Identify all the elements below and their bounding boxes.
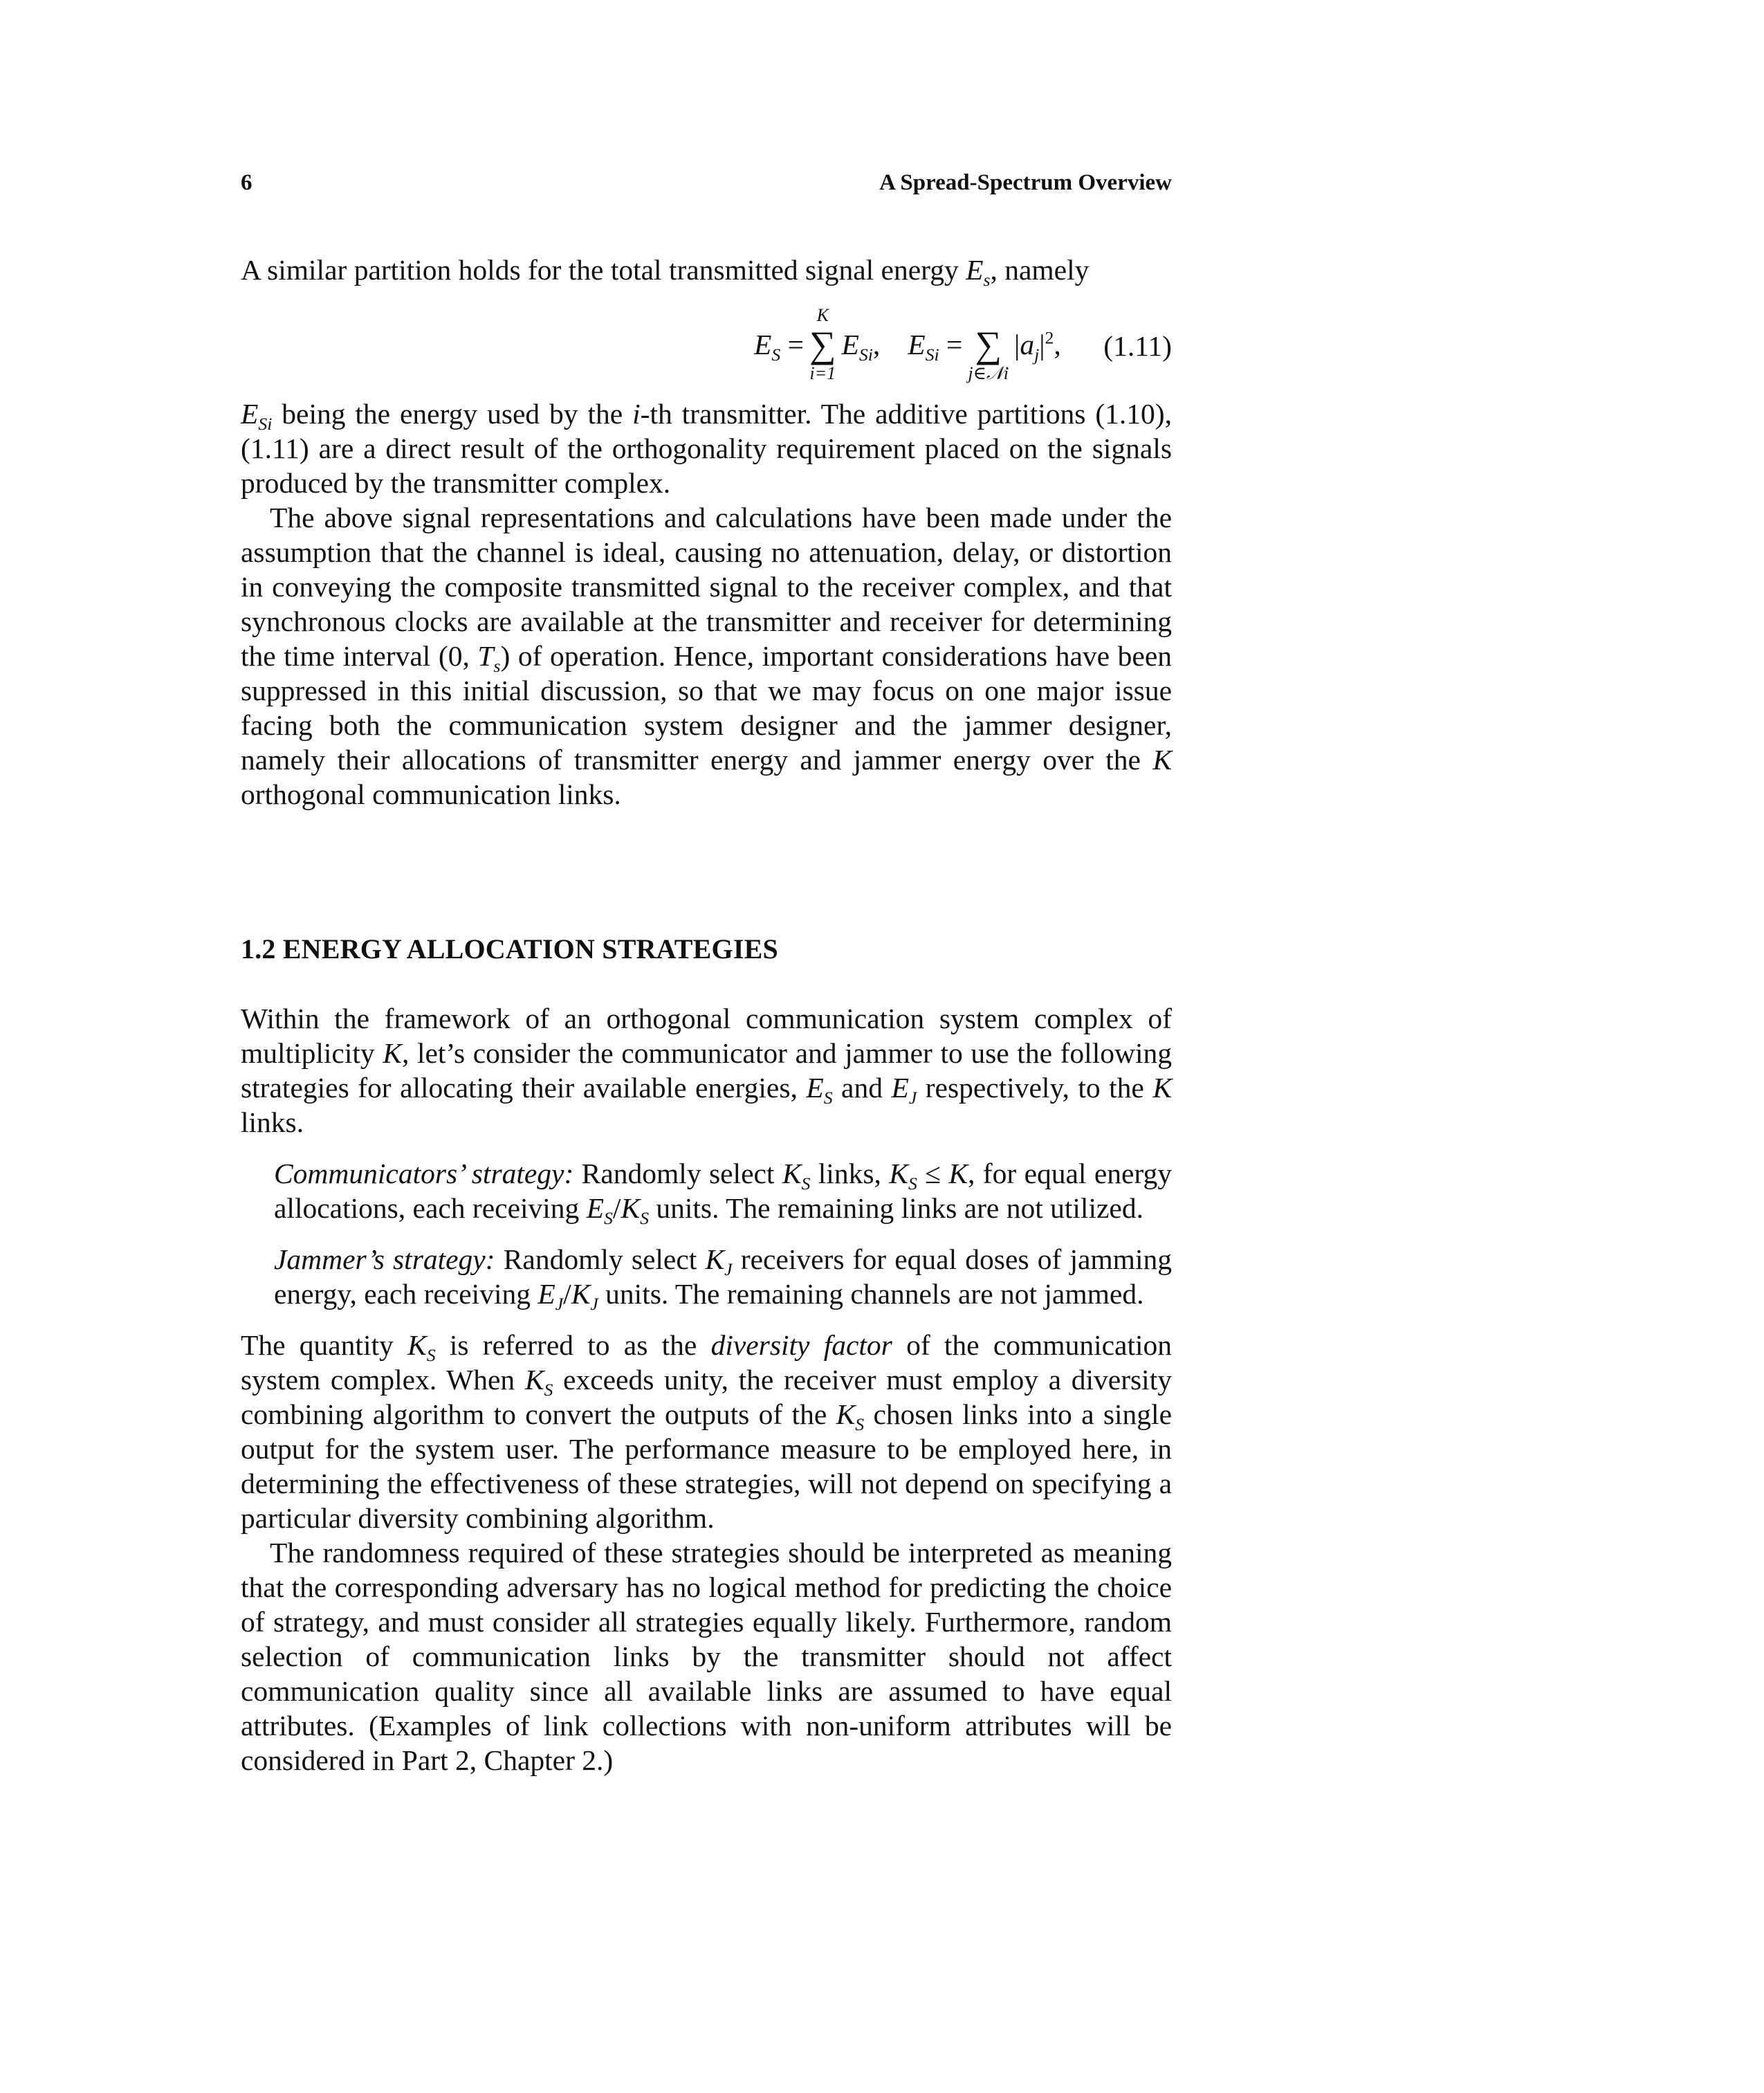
jammer-strategy: Jammer’s strategy: Randomly select $K_J$ receivers for equal doses of jamming energy, each receiving $E_J/K_J$ units. The remaining channels are not jammed.: [274, 1243, 1172, 1314]
sum-lower-limit: j∈𝒩i: [968, 363, 1009, 383]
page-number: 6: [241, 170, 252, 195]
paragraph-diversity: The quantity $K_S$ is referred to as the diversity factor of the communication system complex. When $K_S$ exceeds unity, the receiver must employ a diversity combining algorithm to convert the outputs of the $K_S$ chosen links into a single output for the system user. The performance measure to be employed here, in determining the effectiveness of these strategies, will not depend on specifying a particular diversity combining algorithm.: [241, 1329, 1173, 1534]
paragraph-text: The above signal representations and calculations have been made under the assumption that the channel is ideal, causing no attenuation, delay, or distortion in conveying the composite transmitted signal to the receiver complex, and that synchronous clocks are available at the transmitter and receiver for determining the time interval (0,: [241, 502, 1172, 672]
running-head: [241, 170, 1172, 198]
paragraph-partitions: $E_{Si}$ being the energy used by the i-th transmitter. The additive partitions (1.10), (1.11) are a direct result of the orthogonality requirement placed on the signals produced by the transmitter complex. The above signal representations and calculations have been made under the assumption that the channel is ideal, causing no attenuation, delay, or distortion in conveying the composite transmitted signal to the receiver complex, and that synchronous clocks are available at the transmitter and receiver for determining the time interval (0, $T_s$) of operation. Hence, important considerations have been suppressed in this initial discussion, so that we may focus on one major issue facing both the communication system designer and the jammer designer, namely their allocations of transmitter energy and jammer energy over the K orthogonal communication links.: [241, 398, 1172, 810]
equation-number: (1.11): [1103, 330, 1172, 362]
summation-symbol: ∑ j∈𝒩i: [968, 324, 1009, 383]
sum-upper-limit: K: [816, 305, 829, 325]
intro-text: A similar partition holds for the total transmitted signal energy: [241, 254, 966, 286]
section-body: [241, 1001, 1172, 1777]
paragraph-randomness: The randomness required of these strategies should be interpreted as meaning that the corresponding adversary has no logical method for predicting the choice of strategy, and must consider all strategies equally likely. Furthermore, random selection of communication links by the transmitter should not affect communication quality since all available links are assumed to have equal attributes. (Examples of link collections with non-uniform attributes will be considered in Part 2, Chapter 2.): [241, 1537, 1172, 1776]
running-title: A Spread-Spectrum Overview: [879, 170, 1172, 195]
strategy-label: Communicators’ strategy:: [274, 1158, 574, 1189]
paragraph-text: ) of operation. Hence, important considerations have been suppressed in this initial discussion, so that we may focus on one major issue facing both the communication system designer and the jammer designer, namely their allocations of transmitter energy and jammer energy over the: [241, 640, 1172, 776]
paragraph-text: orthogonal communication links.: [241, 778, 621, 810]
strategy-label: Jammer’s strategy:: [274, 1243, 495, 1275]
intro-paragraph: A similar partition holds for the total transmitted signal energy $E_s$, namely: [241, 254, 1090, 290]
equation-1-11: [241, 296, 1172, 393]
communicator-strategy: Communicators’ strategy: Randomly select $K_S$ links, $K_S \le K$, for equal energy allocations, each receiving $E_S/K_S$ units. The remaining links are not utilized.: [274, 1158, 1173, 1228]
sum-lower-limit: i=1: [809, 363, 836, 383]
equation-body: $E_S$ = K ∑ i=1 $E_{Si}$, $E_{Si}$ = ∑ j∈𝒩i $|a_j|^2$,: [754, 305, 1061, 383]
paragraph-text: -th transmitter. The additive partitions (1.10), (1.11) are a direct result of the orthogonality requirement placed on the signals produced by the transmitter complex.: [241, 398, 1172, 499]
summation-symbol: K ∑ i=1: [809, 305, 836, 383]
paragraph-framework: Within the framework of an orthogonal communication system complex of multiplicity K, let’s consider the communicator and jammer to use the following strategies for allocating their available energies, $E_S$ and $E_J$ respectively, to the K links.: [241, 1003, 1172, 1138]
paragraph-text: being the energy used by the: [272, 398, 633, 430]
section-heading: 1.2 ENERGY ALLOCATION STRATEGIES: [241, 933, 778, 965]
